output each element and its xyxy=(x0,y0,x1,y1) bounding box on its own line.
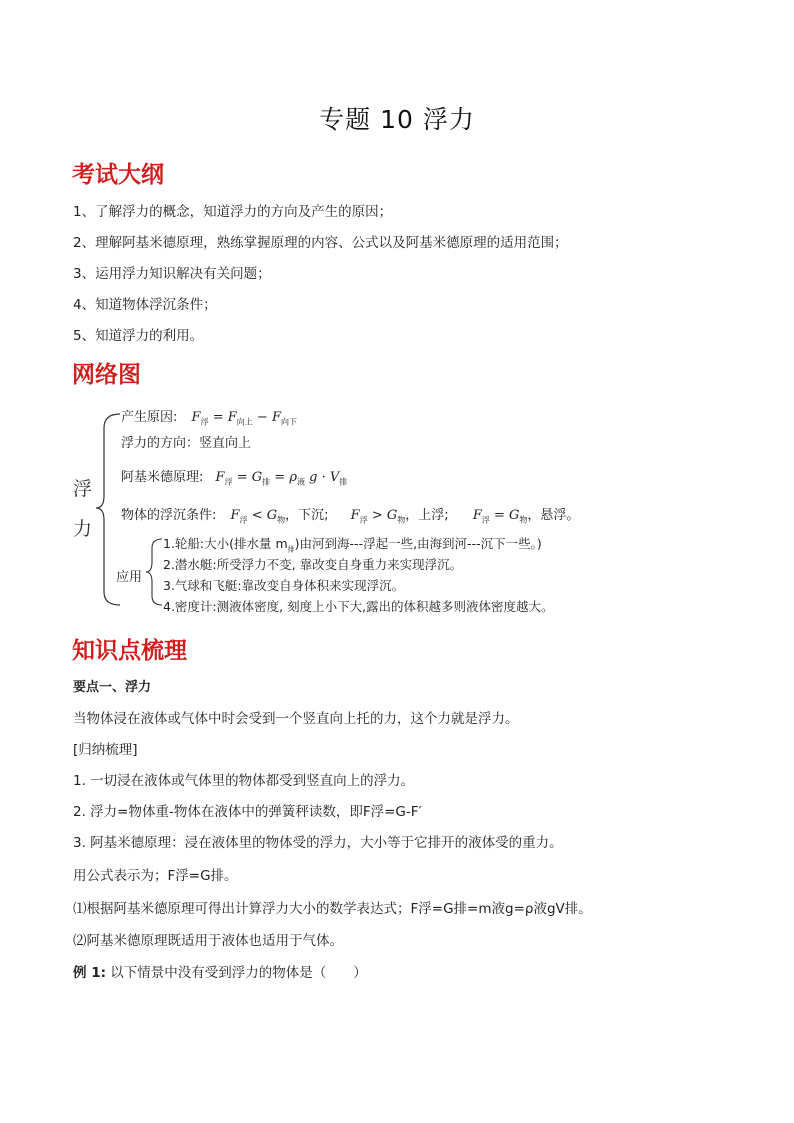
formula-sink: $F_浮 < G_物$ xyxy=(230,508,286,525)
example-text: 以下情景中没有受到浮力的物体是（ ） xyxy=(110,965,367,981)
formula-suspend: $F_浮 = G_物$ xyxy=(472,508,528,525)
network-root-char: 力 xyxy=(73,518,93,540)
section-heading-network: 网络图 xyxy=(72,362,141,388)
section-heading-knowledge: 知识点梳理 xyxy=(72,638,187,664)
example-label: 例 1: xyxy=(73,965,106,981)
application-item-submarine: 2.潜水艇:所受浮力不变, 靠改变自身重力来实现浮沉。 xyxy=(163,557,463,572)
knowledge-item: 1. 一切浸在液体或气体里的物体都受到竖直向上的浮力。 xyxy=(73,773,415,789)
outline-item: 2、理解阿基米德原理，熟练掌握原理的内容、公式以及阿基米德原理的适用范围； xyxy=(73,235,568,251)
knowledge-item: 2. 浮力=物体重-物体在液体中的弹簧秤读数，即F浮=G-F′ xyxy=(73,804,422,820)
application-item-ship: 1.轮船:大小(排水量 $m_排$)由河到海---浮起一些,由海到河---沉下一些。) xyxy=(163,536,542,554)
application-item-hydrometer: 4.密度计:测液体密度, 刻度上小下大,露出的体积越多则液体密度越大。 xyxy=(163,599,554,614)
section-heading-outline: 考试大纲 xyxy=(72,162,164,188)
page-title: 专题 10 浮力 xyxy=(319,105,475,134)
cause-row xyxy=(121,406,297,428)
rise-text: ，上浮; xyxy=(405,508,449,523)
point-title: 要点一、浮力 xyxy=(73,680,152,695)
example-question xyxy=(73,961,367,981)
knowledge-item: ⑵阿基米德原理既适用于液体也适用于气体。 xyxy=(73,933,343,949)
outline-item: 5、知道浮力的利用。 xyxy=(73,328,204,344)
outline-item: 4、知道物体浮沉条件； xyxy=(73,297,217,313)
float-label: 物体的浮沉条件: xyxy=(121,508,217,523)
application-item-balloon: 3.气球和飞艇:靠改变自身体积来实现浮沉。 xyxy=(163,578,405,593)
sink-text: ，下沉; xyxy=(285,508,329,523)
definition-text: 当物体浸在液体或气体中时会受到一个竖直向上托的力，这个力就是浮力。 xyxy=(73,711,519,727)
formula-rise: $F_浮 > G_物$ xyxy=(350,508,406,525)
formula-archimedes: $F_浮 = G_排 = \rho_液$ $g \cdot V_排$ xyxy=(215,470,348,487)
knowledge-item: 用公式表示为；F浮=G排。 xyxy=(73,868,238,884)
network-root-char: 浮 xyxy=(73,478,93,500)
direction-row: 浮力的方向：竖直向上 xyxy=(121,436,252,451)
float-condition-row xyxy=(121,504,579,526)
summary-title: [归纳梳理] xyxy=(73,742,138,758)
archimedes-label: 阿基米德原理: xyxy=(121,470,204,485)
suspend-text: ，悬浮。 xyxy=(527,508,580,523)
formula-cause: $F_浮 = F_{向上} - F_{向下}$ xyxy=(191,410,297,427)
knowledge-item: 3. 阿基米德原理：浸在液体里的物体受的浮力，大小等于它排开的液体受的重力。 xyxy=(73,835,563,851)
cause-label: 产生原因: xyxy=(121,410,178,425)
application-label: 应用 xyxy=(116,570,143,585)
knowledge-item: ⑴根据阿基米德原理可得出计算浮力大小的数学表达式；F浮=G排=m液g=ρ液gV排。 xyxy=(73,901,592,917)
archimedes-row xyxy=(121,466,347,488)
outline-item: 3、运用浮力知识解决有关问题； xyxy=(73,266,271,282)
outline-item: 1、了解浮力的概念，知道浮力的方向及产生的原因； xyxy=(73,204,393,220)
